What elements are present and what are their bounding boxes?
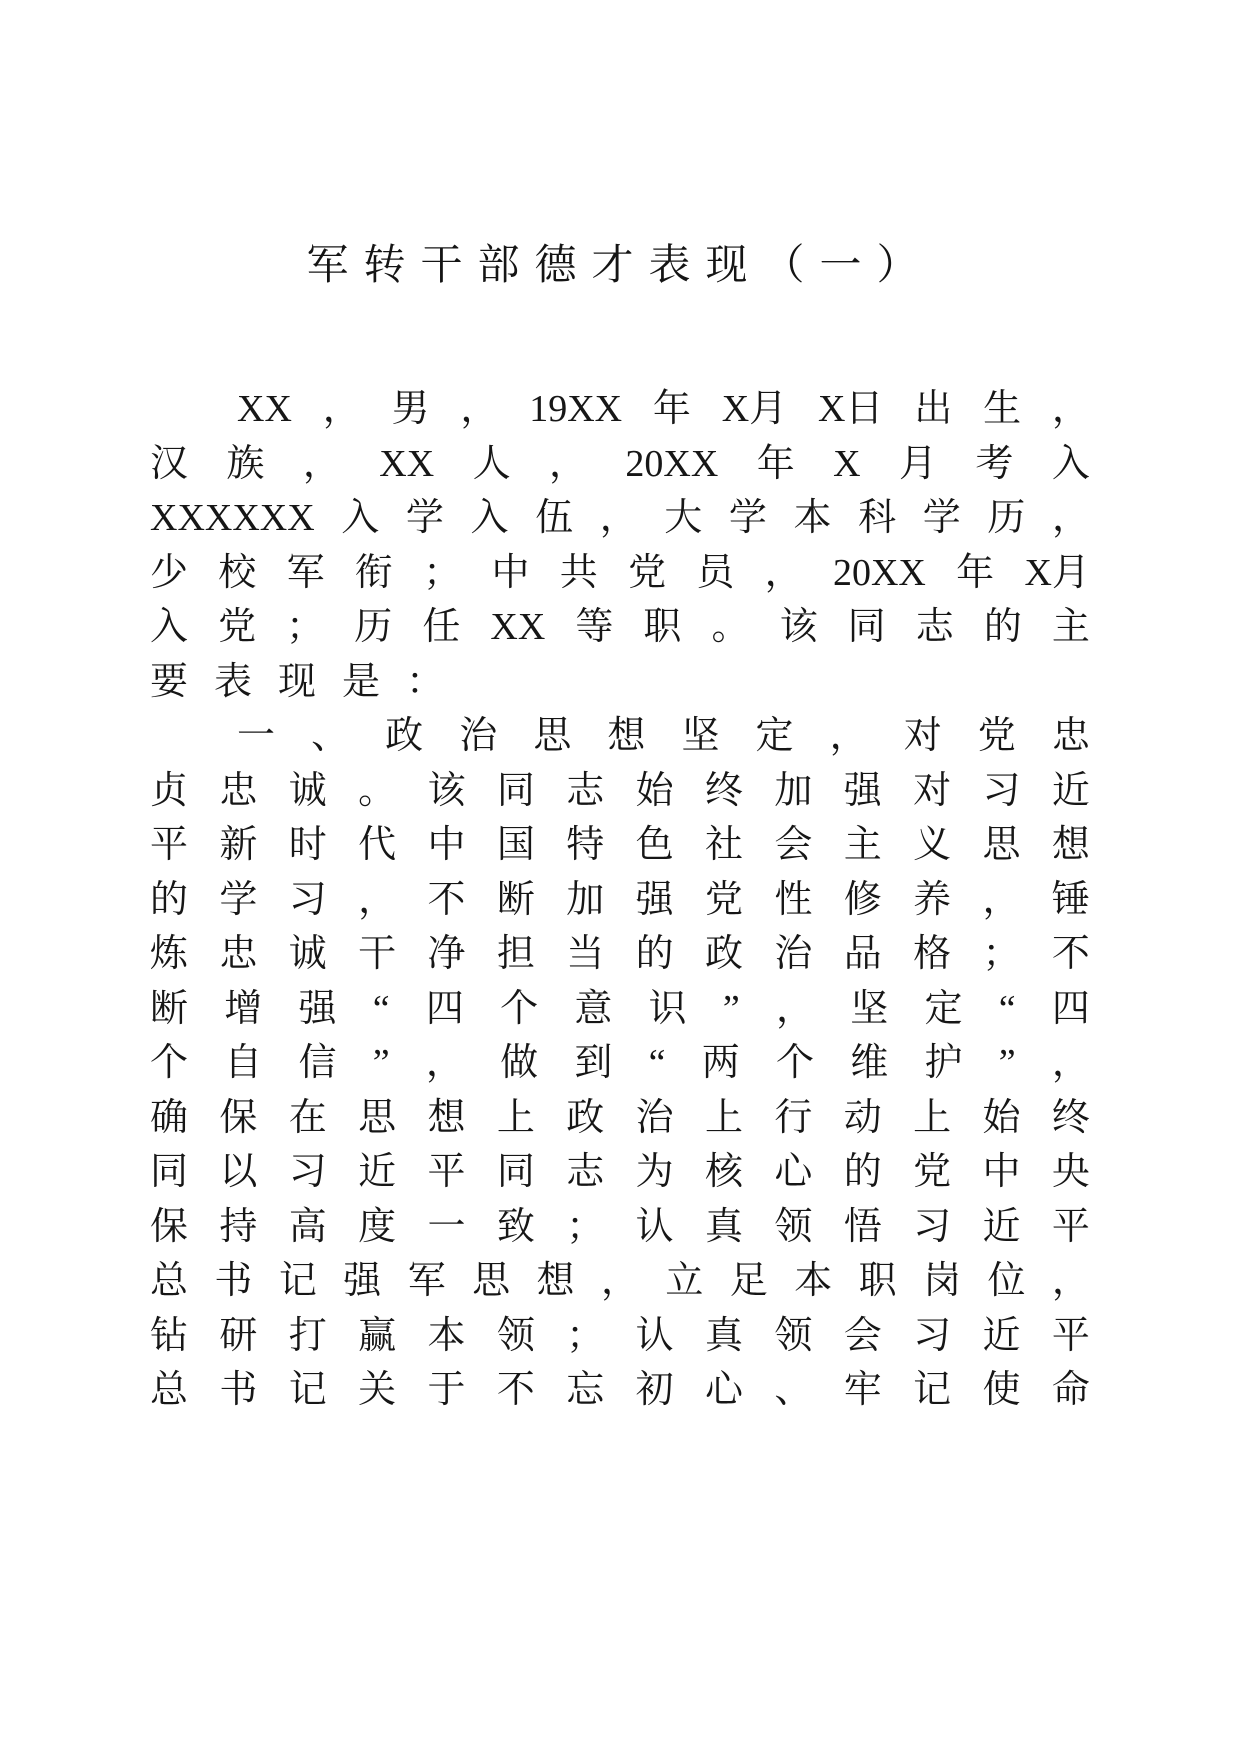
- text-line: [150, 1309, 1090, 1364]
- text-token: 色: [635, 824, 674, 866]
- text-token: ，: [982, 878, 1021, 921]
- text-token: ，: [1051, 1260, 1090, 1302]
- text-token: 党: [913, 1151, 952, 1193]
- text-token: 政: [566, 1096, 605, 1139]
- text-token: ；: [423, 551, 462, 594]
- text-token: 品: [843, 933, 882, 975]
- text-token: 总: [150, 1260, 189, 1302]
- text-token: 习: [913, 1314, 952, 1357]
- text-token: 学: [728, 497, 767, 539]
- text-token: 个: [150, 1042, 189, 1084]
- text-token: X月: [1024, 551, 1090, 594]
- text-token: 党: [977, 715, 1016, 757]
- text-line: [150, 927, 1090, 982]
- text-token: 认: [635, 1314, 674, 1357]
- text-token: 习: [288, 1151, 327, 1193]
- paragraph-section-1: [150, 709, 1090, 1418]
- text-token: 该: [779, 606, 818, 648]
- text-token: 贞: [150, 769, 189, 812]
- text-token: 的: [150, 878, 189, 921]
- text-token: 忠: [1051, 715, 1090, 757]
- text-token: 衔: [354, 551, 393, 594]
- text-token: ，: [1051, 1042, 1090, 1084]
- text-token: 强: [343, 1260, 382, 1302]
- text-token: 的: [843, 1151, 882, 1193]
- text-token: ；: [566, 1205, 605, 1248]
- text-token: 修: [843, 878, 882, 921]
- text-token: 护: [924, 1042, 963, 1084]
- text-token: 义: [913, 824, 952, 866]
- text-token: 真: [705, 1314, 744, 1357]
- text-token: 心: [705, 1369, 744, 1411]
- text-token: ，: [425, 1042, 464, 1084]
- text-token: 使: [982, 1369, 1021, 1411]
- text-token: 学: [405, 497, 444, 539]
- text-token: 新: [219, 824, 258, 866]
- text-token: 忠: [219, 769, 258, 812]
- text-token: 一: [237, 715, 276, 757]
- text-token: 该: [427, 769, 466, 812]
- text-token: 近: [982, 1205, 1021, 1248]
- text-token: 20XX: [832, 551, 926, 594]
- text-token: 始: [635, 769, 674, 812]
- text-token: 书: [219, 1369, 258, 1411]
- text-token: 命: [1051, 1369, 1090, 1411]
- text-token: 想: [536, 1260, 575, 1302]
- text-token: 上: [496, 1096, 535, 1139]
- text-token: 党: [705, 878, 744, 921]
- text-token: 不: [427, 878, 466, 921]
- text-token: 治: [774, 933, 813, 975]
- text-token: 一: [427, 1205, 466, 1248]
- text-token: 治: [459, 715, 498, 757]
- text-token: ；: [286, 606, 325, 648]
- text-token: 领: [774, 1314, 813, 1357]
- text-token: 治: [635, 1096, 674, 1139]
- text-token: 定: [755, 715, 794, 757]
- text-token: ，: [764, 551, 803, 594]
- text-token: 不: [1051, 933, 1090, 975]
- text-token: 主: [1051, 606, 1090, 648]
- text-token: 主: [843, 824, 882, 866]
- text-token: 以: [219, 1151, 258, 1193]
- text-token: 对: [913, 769, 952, 812]
- document-title: 军转干部德才表现（一）: [306, 243, 934, 289]
- text-token: 增: [224, 987, 263, 1030]
- text-token: 认: [635, 1205, 674, 1248]
- text-token: 于: [427, 1369, 466, 1411]
- text-token: 高: [288, 1205, 327, 1248]
- text-token: 员: [696, 551, 735, 594]
- text-token: 维: [850, 1042, 889, 1084]
- text-token: 入: [150, 606, 189, 648]
- text-token: 记: [913, 1369, 952, 1411]
- text-token: “: [372, 987, 390, 1030]
- text-token: 为: [635, 1151, 674, 1193]
- text-token: ，: [600, 1260, 639, 1302]
- text-token: X: [833, 442, 861, 485]
- text-token: ，: [1051, 497, 1090, 539]
- text-token: 加: [566, 878, 605, 921]
- text-token: 伍: [535, 497, 574, 539]
- text-token: 致: [496, 1205, 535, 1248]
- text-token: 汉: [150, 442, 189, 485]
- text-token: 保: [219, 1096, 258, 1139]
- text-token: 等: [575, 606, 614, 648]
- text-token: 校: [218, 551, 257, 594]
- text-token: 个: [500, 987, 539, 1030]
- text-token: 政: [385, 715, 424, 757]
- text-token: ”: [372, 1042, 390, 1084]
- text-token: 识: [648, 987, 687, 1030]
- text-token: 入: [470, 497, 509, 539]
- text-token: 四: [1051, 987, 1090, 1030]
- text-token: 在: [288, 1096, 327, 1139]
- text-token: 书: [214, 1260, 253, 1302]
- text-token: 入: [1051, 442, 1090, 485]
- text-token: 对: [903, 715, 942, 757]
- text-line: [150, 655, 1090, 710]
- text-token: 会: [774, 824, 813, 866]
- text-token: 中: [982, 1151, 1021, 1193]
- text-token: 担: [496, 933, 535, 975]
- text-token: 想: [1051, 824, 1090, 866]
- text-token: 志: [915, 606, 954, 648]
- text-token: 足: [729, 1260, 768, 1302]
- text-token: 。: [358, 769, 397, 812]
- text-token: ；: [982, 933, 1021, 975]
- text-token: 强: [843, 769, 882, 812]
- text-token: 年: [756, 442, 795, 485]
- text-line: [150, 382, 1090, 437]
- text-token: 不: [496, 1369, 535, 1411]
- text-token: 同: [496, 1151, 535, 1193]
- text-token: 近: [982, 1314, 1021, 1357]
- text-token: “: [648, 1042, 666, 1084]
- text-token: 共: [559, 551, 598, 594]
- text-token: 做: [500, 1042, 539, 1084]
- text-line: [150, 818, 1090, 873]
- text-token: X日: [817, 388, 884, 430]
- text-token: 位: [987, 1260, 1026, 1302]
- text-token: 党: [628, 551, 667, 594]
- text-token: 四: [425, 987, 464, 1030]
- text-token: 是: [342, 660, 381, 703]
- text-token: 出: [914, 388, 953, 430]
- text-token: 个: [775, 1042, 814, 1084]
- text-token: ，: [1051, 388, 1090, 430]
- text-token: 信: [298, 1042, 337, 1084]
- text-token: ”: [722, 987, 740, 1030]
- text-token: 历: [354, 606, 393, 648]
- text-token: 政: [705, 933, 744, 975]
- text-token: 任: [422, 606, 461, 648]
- text-token: 思: [533, 715, 572, 757]
- text-token: 研: [219, 1314, 258, 1357]
- text-token: 关: [358, 1369, 397, 1411]
- text-token: 终: [705, 769, 744, 812]
- text-line: [150, 709, 1090, 764]
- text-token: ，: [548, 442, 587, 485]
- text-token: 平: [427, 1151, 466, 1193]
- text-token: 党: [218, 606, 257, 648]
- document-body: [150, 382, 1090, 1418]
- text-token: 学: [922, 497, 961, 539]
- text-token: 度: [358, 1205, 397, 1248]
- text-token: ，: [599, 497, 638, 539]
- text-token: 本: [794, 1260, 833, 1302]
- text-token: X月: [721, 388, 788, 430]
- text-token: 领: [774, 1205, 813, 1248]
- text-line: [150, 1145, 1090, 1200]
- text-line: [150, 491, 1090, 546]
- text-token: 中: [491, 551, 530, 594]
- text-token: 想: [427, 1096, 466, 1139]
- text-token: 诚: [288, 933, 327, 975]
- text-token: 军: [407, 1260, 446, 1302]
- text-token: 立: [665, 1260, 704, 1302]
- text-token: 的: [635, 933, 674, 975]
- text-token: 记: [288, 1369, 327, 1411]
- text-token: 记: [278, 1260, 317, 1302]
- text-token: 的: [983, 606, 1022, 648]
- text-token: 本: [793, 497, 832, 539]
- text-token: 同: [150, 1151, 189, 1193]
- text-token: 忘: [566, 1369, 605, 1411]
- text-token: 想: [607, 715, 646, 757]
- text-token: 中: [427, 824, 466, 866]
- text-line: [150, 1091, 1090, 1146]
- text-token: 20XX: [625, 442, 719, 485]
- text-token: 、: [774, 1369, 813, 1411]
- text-token: 少: [150, 551, 189, 594]
- text-token: 特: [566, 824, 605, 866]
- text-token: 现: [278, 660, 317, 703]
- text-token: 思: [982, 824, 1021, 866]
- text-token: 终: [1051, 1096, 1090, 1139]
- text-token: 断: [496, 878, 535, 921]
- text-token: 平: [1051, 1205, 1090, 1248]
- text-token: 生: [983, 388, 1022, 430]
- text-token: 思: [472, 1260, 511, 1302]
- text-token: 养: [913, 878, 952, 921]
- text-token: 炼: [150, 933, 189, 975]
- text-token: XX: [379, 442, 435, 485]
- text-token: 志: [566, 769, 605, 812]
- text-token: 国: [496, 824, 535, 866]
- text-token: 同: [847, 606, 886, 648]
- text-token: 自: [224, 1042, 263, 1084]
- text-token: ：: [406, 660, 445, 703]
- text-line: [150, 1363, 1090, 1418]
- text-token: 到: [574, 1042, 613, 1084]
- text-token: 两: [701, 1042, 740, 1084]
- text-token: 上: [913, 1096, 952, 1139]
- text-token: 月: [898, 442, 937, 485]
- text-line: [150, 1036, 1090, 1091]
- text-token: 习: [913, 1205, 952, 1248]
- text-token: ，: [358, 878, 397, 921]
- text-token: 打: [288, 1314, 327, 1357]
- text-token: 定: [924, 987, 963, 1030]
- text-token: 牢: [843, 1369, 882, 1411]
- text-token: 平: [1051, 1314, 1090, 1357]
- text-token: 干: [358, 933, 397, 975]
- text-token: 岗: [923, 1260, 962, 1302]
- text-token: 央: [1051, 1151, 1090, 1193]
- text-token: 、: [311, 715, 350, 757]
- text-line: [150, 437, 1090, 492]
- text-line: [150, 982, 1090, 1037]
- text-token: 加: [774, 769, 813, 812]
- text-token: 核: [705, 1151, 744, 1193]
- text-token: “: [998, 987, 1016, 1030]
- text-token: ，: [302, 442, 341, 485]
- text-token: 科: [858, 497, 897, 539]
- text-token: 诚: [288, 769, 327, 812]
- text-token: 男: [391, 388, 430, 430]
- text-token: 坚: [681, 715, 720, 757]
- text-token: 时: [288, 824, 327, 866]
- text-token: ，: [829, 715, 868, 757]
- text-token: 大: [664, 497, 703, 539]
- text-token: ，: [460, 388, 499, 430]
- text-token: 强: [635, 878, 674, 921]
- text-token: ”: [998, 1042, 1016, 1084]
- text-token: 意: [574, 987, 613, 1030]
- text-token: ，: [322, 388, 361, 430]
- text-line: [150, 546, 1090, 601]
- text-token: 行: [774, 1096, 813, 1139]
- text-token: 强: [298, 987, 337, 1030]
- text-token: 族: [226, 442, 265, 485]
- text-token: 总: [150, 1369, 189, 1411]
- text-token: 上: [705, 1096, 744, 1139]
- text-token: 代: [358, 824, 397, 866]
- text-token: 社: [705, 824, 744, 866]
- text-token: ，: [775, 987, 814, 1030]
- text-token: ；: [566, 1314, 605, 1357]
- text-token: 心: [774, 1151, 813, 1193]
- text-token: 职: [643, 606, 682, 648]
- text-token: 历: [987, 497, 1026, 539]
- text-token: 表: [214, 660, 253, 703]
- text-token: 坚: [850, 987, 889, 1030]
- text-token: 19XX: [529, 388, 623, 430]
- text-token: 志: [566, 1151, 605, 1193]
- text-token: 年: [652, 388, 691, 430]
- text-token: 动: [843, 1096, 882, 1139]
- text-token: 近: [1051, 769, 1090, 812]
- text-line: [150, 764, 1090, 819]
- text-token: 持: [219, 1205, 258, 1248]
- text-token: 当: [566, 933, 605, 975]
- text-token: 确: [150, 1096, 189, 1139]
- text-token: XXXXXX: [150, 497, 315, 539]
- text-token: 思: [358, 1096, 397, 1139]
- text-token: 军: [286, 551, 325, 594]
- text-token: 。: [711, 606, 750, 648]
- text-token: 职: [858, 1260, 897, 1302]
- text-token: 人: [472, 442, 511, 485]
- text-token: 赢: [358, 1314, 397, 1357]
- text-token: 悟: [843, 1205, 882, 1248]
- text-token: 格: [913, 933, 952, 975]
- text-token: 会: [843, 1314, 882, 1357]
- text-token: 锤: [1051, 878, 1090, 921]
- text-token: 同: [496, 769, 535, 812]
- text-token: 学: [219, 878, 258, 921]
- text-token: 真: [705, 1205, 744, 1248]
- text-token: 入: [341, 497, 380, 539]
- text-line: [150, 1254, 1090, 1309]
- text-token: XX: [237, 388, 292, 430]
- text-token: 性: [774, 878, 813, 921]
- text-token: XX: [490, 606, 546, 648]
- text-line: [150, 873, 1090, 928]
- text-token: 始: [982, 1096, 1021, 1139]
- text-token: 习: [982, 769, 1021, 812]
- text-token: 要: [150, 660, 189, 703]
- text-token: 本: [427, 1314, 466, 1357]
- text-token: 近: [358, 1151, 397, 1193]
- text-token: 考: [975, 442, 1014, 485]
- text-token: 年: [956, 551, 995, 594]
- text-token: 忠: [219, 933, 258, 975]
- text-token: 平: [150, 824, 189, 866]
- paragraph-intro: [150, 382, 1090, 709]
- text-token: 保: [150, 1205, 189, 1248]
- text-token: 习: [288, 878, 327, 921]
- text-line: [150, 1200, 1090, 1255]
- text-token: 断: [150, 987, 189, 1030]
- text-token: 钻: [150, 1314, 189, 1357]
- text-line: [150, 600, 1090, 655]
- text-token: 初: [635, 1369, 674, 1411]
- text-token: 净: [427, 933, 466, 975]
- text-token: 领: [496, 1314, 535, 1357]
